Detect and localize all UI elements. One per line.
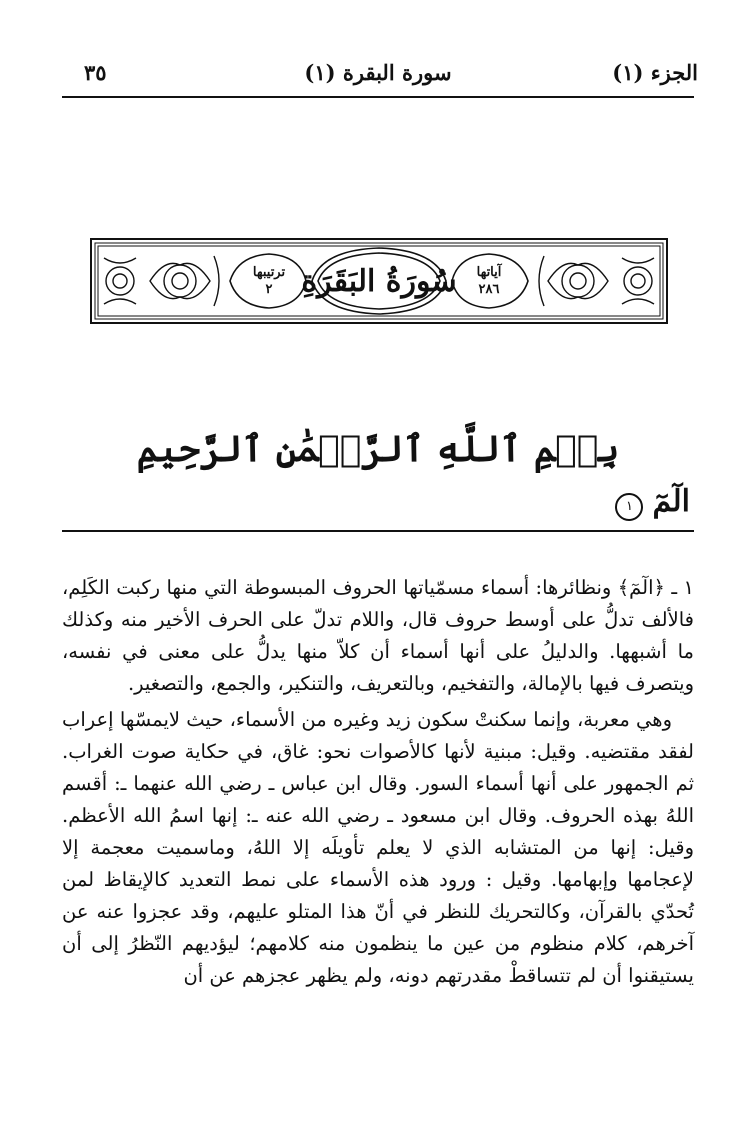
- commentary-paragraph: ١ ـ ﴿الٓمٓ﴾ ونظائرها: أسماء مسمّياتها الحروف المبسوطة التي منها ركبت الكَلِم، فالألف تدلُّ على أوسط حروف قال، واللام تدلّ على الحرف الأخير منه وكذلك ما أشبهها. والدليلُ على أنها أسماء أن كلاّ منها يدلُّ على معنى في نفسه، ويتصرف فيها بالإمالة، والتفخيم، وبالتعريف، والتنكير، والجمع، والتصغير.: [62, 576, 694, 695]
- surah-banner: [90, 238, 668, 324]
- surah-ayat-box: [462, 264, 516, 298]
- surah-ayat-label: آياتها: [476, 265, 502, 280]
- commentary-paragraph: وهي معربة، وإنما سكنتْ سكون زيد وغيره من الأسماء، حيث لايمسّها إعراب لفقد مقتضيه. وقيل: مبنية لأنها كالأصوات نحو: غاق، في حكاية صوت الغراب. ثم الجمهور على أنها أسماء السور. وقال ابن عباس ـ رضي الله عنهما ـ: أقسم اللهُ بهذه الحروف. وقال ابن مسعود ـ رضي الله عنه ـ: إنها اسمُ الله الأعظم. وقيل: إنها من المتشابه الذي لا يعلم تأويلَه إلا اللهُ، وماسميت معجمة إلا لإعجامها وإبهامها. وقيل : ورود هذه الأسماء على نمط التعديد كالإيقاظ لمن تُحدّي بالقرآن، وكالتحريك للنظر في أنّ هذا المتلو عليهم، وقد عجزوا عنه عن آخرهم، كلام منظوم من عين ما ينظمون منه كلامهم؛ ليؤديهم النّظرُ إلى أن يستيقنوا أن لم تتساقطْ مقدرتهم دونه، ولم يظهر عجزهم عن أن: [62, 708, 694, 987]
- verse-line: [615, 484, 690, 524]
- surah-order-value: ٢: [265, 282, 273, 297]
- verse-number-icon: ١: [615, 493, 643, 521]
- surah-header-title: سورة البقرة (١): [304, 60, 452, 85]
- basmala: بِسۡمِ ٱللَّهِ ٱلرَّحۡمَٰنِ ٱلرَّحِيمِ: [136, 428, 620, 470]
- surah-ayat-value: ٢٨٦: [478, 282, 500, 297]
- header-divider: [62, 96, 694, 98]
- surah-title: سُورَةُ البَقَرَةِ: [301, 264, 457, 299]
- verse-divider: [62, 530, 694, 532]
- surah-order-label: ترتيبها: [252, 265, 286, 280]
- running-header: [58, 60, 698, 94]
- juz-label: الجزء (١): [612, 60, 698, 85]
- verse-text: الٓمٓ: [652, 484, 690, 519]
- commentary-body: [62, 572, 694, 996]
- page-number: ٣٥: [84, 60, 107, 85]
